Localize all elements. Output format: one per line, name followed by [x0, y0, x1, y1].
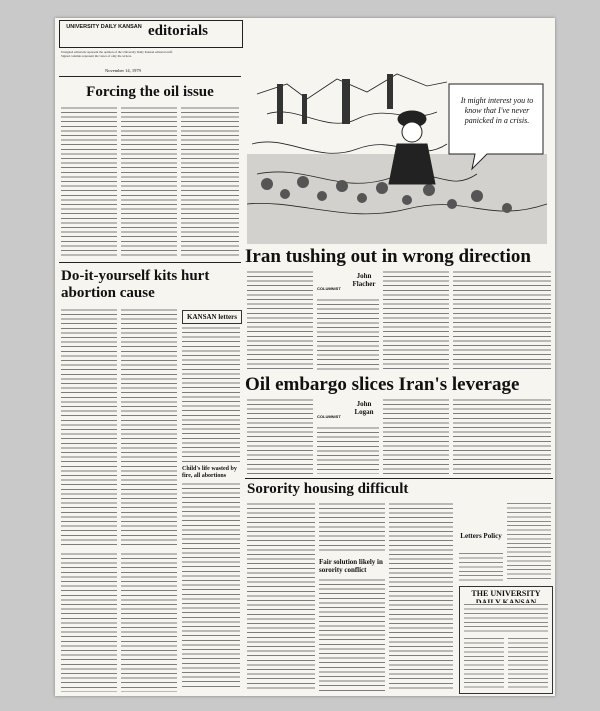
body-text-column — [319, 578, 385, 692]
headline-abortion-kits: Do-it-yourself kits hurt abortion cause — [61, 268, 210, 301]
columnist-box-embargo — [317, 400, 379, 422]
kansan-footer-title: THE UNIVERSITY — [471, 589, 541, 598]
staff-list — [464, 637, 504, 689]
body-text-column — [247, 398, 313, 474]
kansan-staff-box — [459, 586, 553, 694]
body-text-column — [507, 502, 551, 582]
body-text-column — [61, 552, 117, 692]
columnist-box-iran — [317, 272, 379, 294]
newspaper-page — [55, 18, 555, 696]
publication-name: UNIVERSITY DAILY KANSAN — [66, 24, 142, 30]
body-text-column — [121, 106, 177, 256]
cartoon-caption: It might interest you to know that I've never panicked in a crisis. — [460, 96, 534, 125]
body-text-column — [182, 326, 240, 462]
body-text-column — [121, 552, 177, 692]
headline-sorority: Sorority housing difficult — [247, 481, 409, 497]
kansan-letters-logo — [182, 310, 242, 324]
body-text-column — [383, 270, 449, 370]
cartoon-drawing — [247, 24, 551, 244]
body-text-column — [247, 270, 313, 370]
editorial-cartoon — [247, 24, 551, 244]
body-text-column — [453, 270, 551, 370]
headline-oil-issue: Forcing the oil issue — [86, 84, 214, 100]
columnist-name: John Logan — [354, 400, 374, 416]
body-text-column — [61, 106, 117, 256]
headline-letters-policy: Letters Policy — [460, 532, 502, 540]
kansan-letters-text: KANSAN letters — [187, 313, 237, 321]
body-text-column — [121, 308, 177, 548]
issue-date: November 14, 1979 — [105, 68, 141, 73]
masthead — [59, 20, 243, 48]
body-text-column — [247, 502, 315, 692]
columnist-label: COLUMNIST — [317, 286, 341, 291]
section-title: editorials — [148, 23, 208, 39]
staff-list — [508, 637, 548, 689]
body-text-column — [182, 482, 240, 690]
headline-iran: Iran tushing out in wrong direction — [245, 246, 531, 267]
body-text-column — [319, 502, 385, 554]
body-text-column — [389, 502, 453, 692]
body-text-column — [61, 308, 117, 548]
columnist-name: John Flacher — [352, 272, 376, 288]
headline-child-life: Child's life wasted by fire, all abortions — [182, 466, 237, 479]
body-text-column — [317, 298, 379, 370]
columnist-label: COLUMNIST — [317, 414, 341, 419]
staff-text — [464, 603, 548, 633]
headline-oil-embargo: Oil embargo slices Iran's leverage — [245, 374, 520, 395]
body-text-column — [453, 398, 551, 474]
headline-fair-solution: Fair solution likely in sorority conflict — [319, 558, 383, 574]
body-text-column — [317, 426, 379, 474]
body-text-column — [181, 106, 239, 256]
body-text-column — [383, 398, 449, 474]
body-text-column — [459, 552, 503, 582]
masthead-notice: Unsigned editorials represent the opinion of the University Daily Kansan editorial staff. Signed columns represent the views of only the writers. — [61, 50, 173, 58]
